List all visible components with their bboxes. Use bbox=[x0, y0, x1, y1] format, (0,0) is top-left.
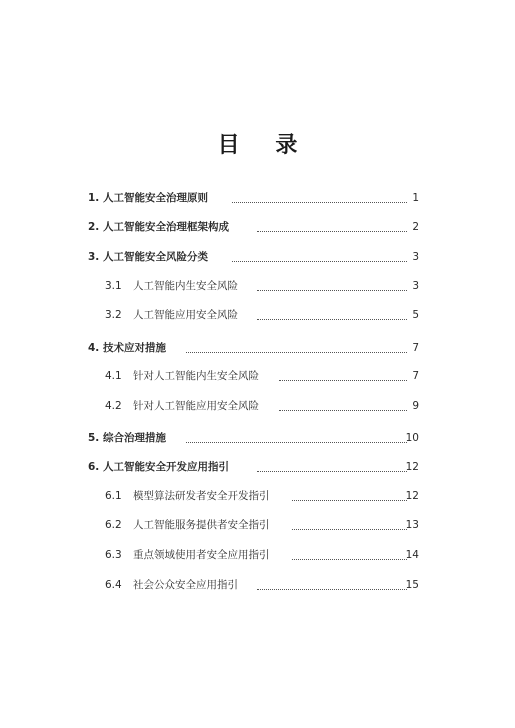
toc-section-number: 6.4 bbox=[105, 579, 122, 591]
toc-entry-chapter[interactable] bbox=[0, 219, 515, 235]
toc-leader-dots bbox=[257, 215, 407, 232]
toc-entry-label-group bbox=[105, 488, 270, 504]
toc-entry-label-group bbox=[105, 368, 259, 384]
toc-page-number: 15 bbox=[405, 579, 419, 591]
toc-page-number: 1 bbox=[412, 192, 419, 204]
toc-entry-label-group bbox=[105, 577, 238, 593]
toc-entry-label-group bbox=[105, 517, 270, 533]
toc-entry-section[interactable] bbox=[0, 547, 515, 563]
toc-entry-label: 4. 技术应对措施 bbox=[88, 342, 166, 354]
toc-leader-dots bbox=[292, 543, 407, 560]
toc-entry-label: 人工智能应用安全风险 bbox=[133, 309, 238, 321]
toc-section-number: 3.1 bbox=[105, 280, 122, 292]
toc-page-number: 10 bbox=[405, 432, 419, 444]
toc-entry-section[interactable] bbox=[0, 368, 515, 384]
toc-page-number: 5 bbox=[412, 309, 419, 321]
toc-leader-dots bbox=[292, 484, 407, 501]
toc-entry-chapter[interactable] bbox=[0, 190, 515, 206]
toc-leader-dots bbox=[186, 426, 407, 443]
toc-entry-label-group bbox=[105, 547, 270, 563]
toc-entry-chapter[interactable] bbox=[0, 459, 515, 475]
toc-page-number: 12 bbox=[405, 461, 419, 473]
toc-entry-section[interactable] bbox=[0, 517, 515, 533]
toc-entry-label: 3. 人工智能安全风险分类 bbox=[88, 251, 208, 263]
toc-entry-label: 6. 人工智能安全开发应用指引 bbox=[88, 461, 229, 473]
toc-entry-section[interactable] bbox=[0, 398, 515, 414]
toc-leader-dots bbox=[279, 364, 407, 381]
toc-entry-section[interactable] bbox=[0, 577, 515, 593]
toc-section-number: 4.2 bbox=[105, 400, 122, 412]
toc-entry-label: 人工智能内生安全风险 bbox=[133, 280, 238, 292]
toc-page-number: 7 bbox=[412, 342, 419, 354]
toc-entry-label: 针对人工智能应用安全风险 bbox=[133, 400, 259, 412]
toc-entry-label: 模型算法研发者安全开发指引 bbox=[133, 490, 270, 502]
toc-entry-chapter[interactable] bbox=[0, 340, 515, 356]
toc-entry-section[interactable] bbox=[0, 488, 515, 504]
toc-section-number: 4.1 bbox=[105, 370, 122, 382]
toc-entry-label: 针对人工智能内生安全风险 bbox=[133, 370, 259, 382]
toc-section-number: 6.2 bbox=[105, 519, 122, 531]
toc-entry-label: 社会公众安全应用指引 bbox=[133, 579, 238, 591]
toc-entry-label-group bbox=[105, 307, 238, 323]
toc-section-number: 6.3 bbox=[105, 549, 122, 561]
toc-entry-label: 2. 人工智能安全治理框架构成 bbox=[88, 221, 229, 233]
toc-page-number: 9 bbox=[412, 400, 419, 412]
toc-leader-dots bbox=[292, 513, 407, 530]
toc-page-number: 2 bbox=[412, 221, 419, 233]
toc-entry-section[interactable] bbox=[0, 307, 515, 323]
toc-page-number: 13 bbox=[405, 519, 419, 531]
toc-leader-dots bbox=[279, 394, 407, 411]
toc-entry-label: 重点领域使用者安全应用指引 bbox=[133, 549, 270, 561]
toc-page-number: 7 bbox=[412, 370, 419, 382]
toc-leader-dots bbox=[257, 274, 407, 291]
toc-page-number: 14 bbox=[405, 549, 419, 561]
toc-entry-label: 5. 综合治理措施 bbox=[88, 432, 166, 444]
toc-leader-dots bbox=[257, 573, 407, 590]
toc-entry-label: 人工智能服务提供者安全指引 bbox=[133, 519, 270, 531]
toc-leader-dots bbox=[257, 303, 407, 320]
toc-leader-dots bbox=[232, 245, 407, 262]
toc-entry-label-group bbox=[105, 398, 259, 414]
toc-page-number: 12 bbox=[405, 490, 419, 502]
toc-page-number: 3 bbox=[412, 251, 419, 263]
toc-leader-dots bbox=[232, 186, 407, 203]
toc-entry-chapter[interactable] bbox=[0, 249, 515, 265]
toc-entry-section[interactable] bbox=[0, 278, 515, 294]
toc-entry-chapter[interactable] bbox=[0, 430, 515, 446]
toc-leader-dots bbox=[186, 336, 407, 353]
toc-leader-dots bbox=[257, 455, 407, 472]
page-title: 目 录 bbox=[217, 132, 312, 158]
toc-section-number: 6.1 bbox=[105, 490, 122, 502]
toc-entry-label: 1. 人工智能安全治理原则 bbox=[88, 192, 208, 204]
toc-section-number: 3.2 bbox=[105, 309, 122, 321]
toc-entry-label-group bbox=[105, 278, 238, 294]
toc-page-number: 3 bbox=[412, 280, 419, 292]
